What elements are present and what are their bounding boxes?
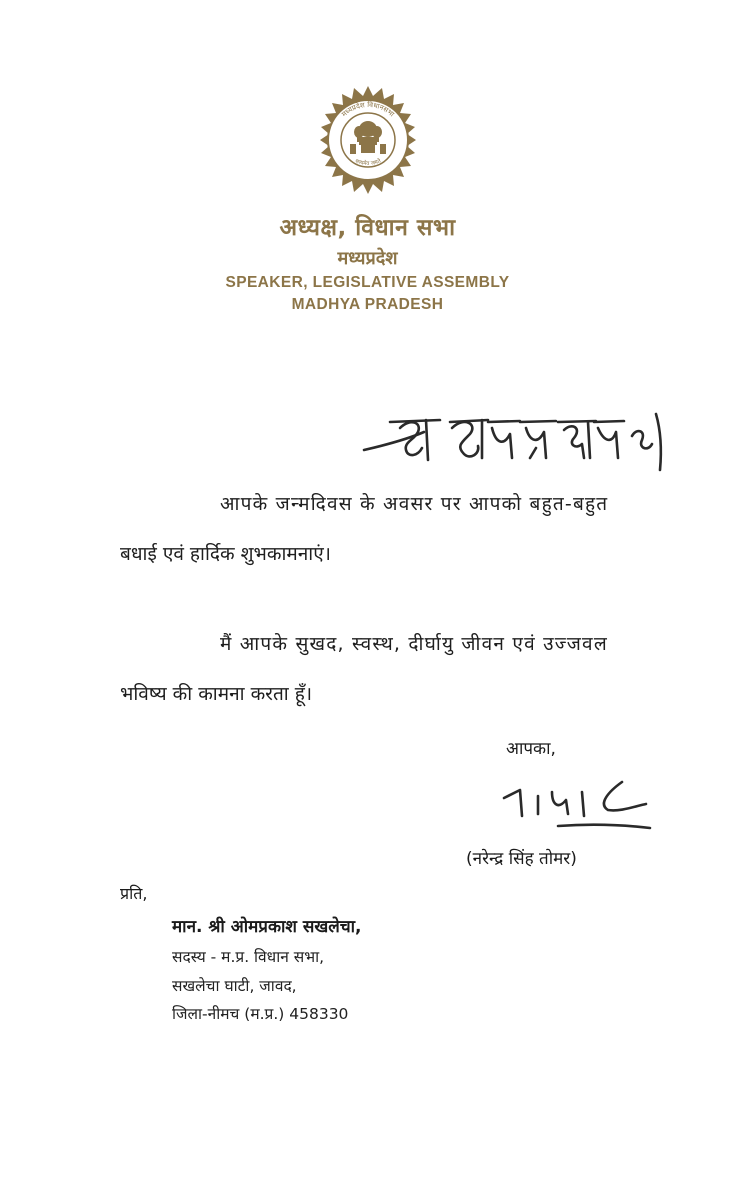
body-paragraph-2-line-1: मैं आपके सुखद, स्वस्थ, दीर्घायु जीवन एवं उज्जवल	[220, 633, 608, 655]
state-emblem-seal-icon	[312, 84, 424, 196]
recipient-address-line-2: सखलेचा घाटी, जावद,	[172, 977, 297, 995]
body-paragraph-1-line-2: बधाई एवं हार्दिक शुभकामनाएं।	[120, 543, 331, 565]
recipient-name: मान. श्री ओमप्रकाश सखलेचा,	[172, 917, 362, 937]
handwritten-signature	[486, 770, 656, 840]
letterhead-state-hindi: मध्यप्रदेश	[337, 248, 398, 269]
recipient-address-line-1: सदस्य - म.प्र. विधान सभा,	[172, 948, 325, 966]
seal-text-bottom: सत्यमेव जयते	[354, 158, 382, 168]
letterhead-title-hindi: अध्यक्ष, विधान सभा	[279, 215, 456, 241]
recipient-address-line-3: जिला-नीमच (म.प्र.) 458330	[172, 1005, 349, 1023]
seal-text-top: मध्यप्रदेश विधानसभा	[340, 100, 396, 119]
letterhead-title-english: SPEAKER, LEGISLATIVE ASSEMBLY	[225, 274, 510, 291]
closing-text: आपका,	[506, 739, 556, 759]
letterhead-state-english: MADHYA PRADESH	[291, 296, 444, 313]
recipient-to-label: प्रति,	[120, 884, 148, 903]
handwritten-salutation	[360, 408, 670, 478]
body-paragraph-1-line-1: आपके जन्मदिवस के अवसर पर आपको बहुत-बहुत	[220, 493, 609, 515]
signer-name: (नरेन्द्र सिंह तोमर)	[466, 849, 577, 869]
body-paragraph-2-line-2: भविष्य की कामना करता हूँ।	[120, 683, 313, 705]
